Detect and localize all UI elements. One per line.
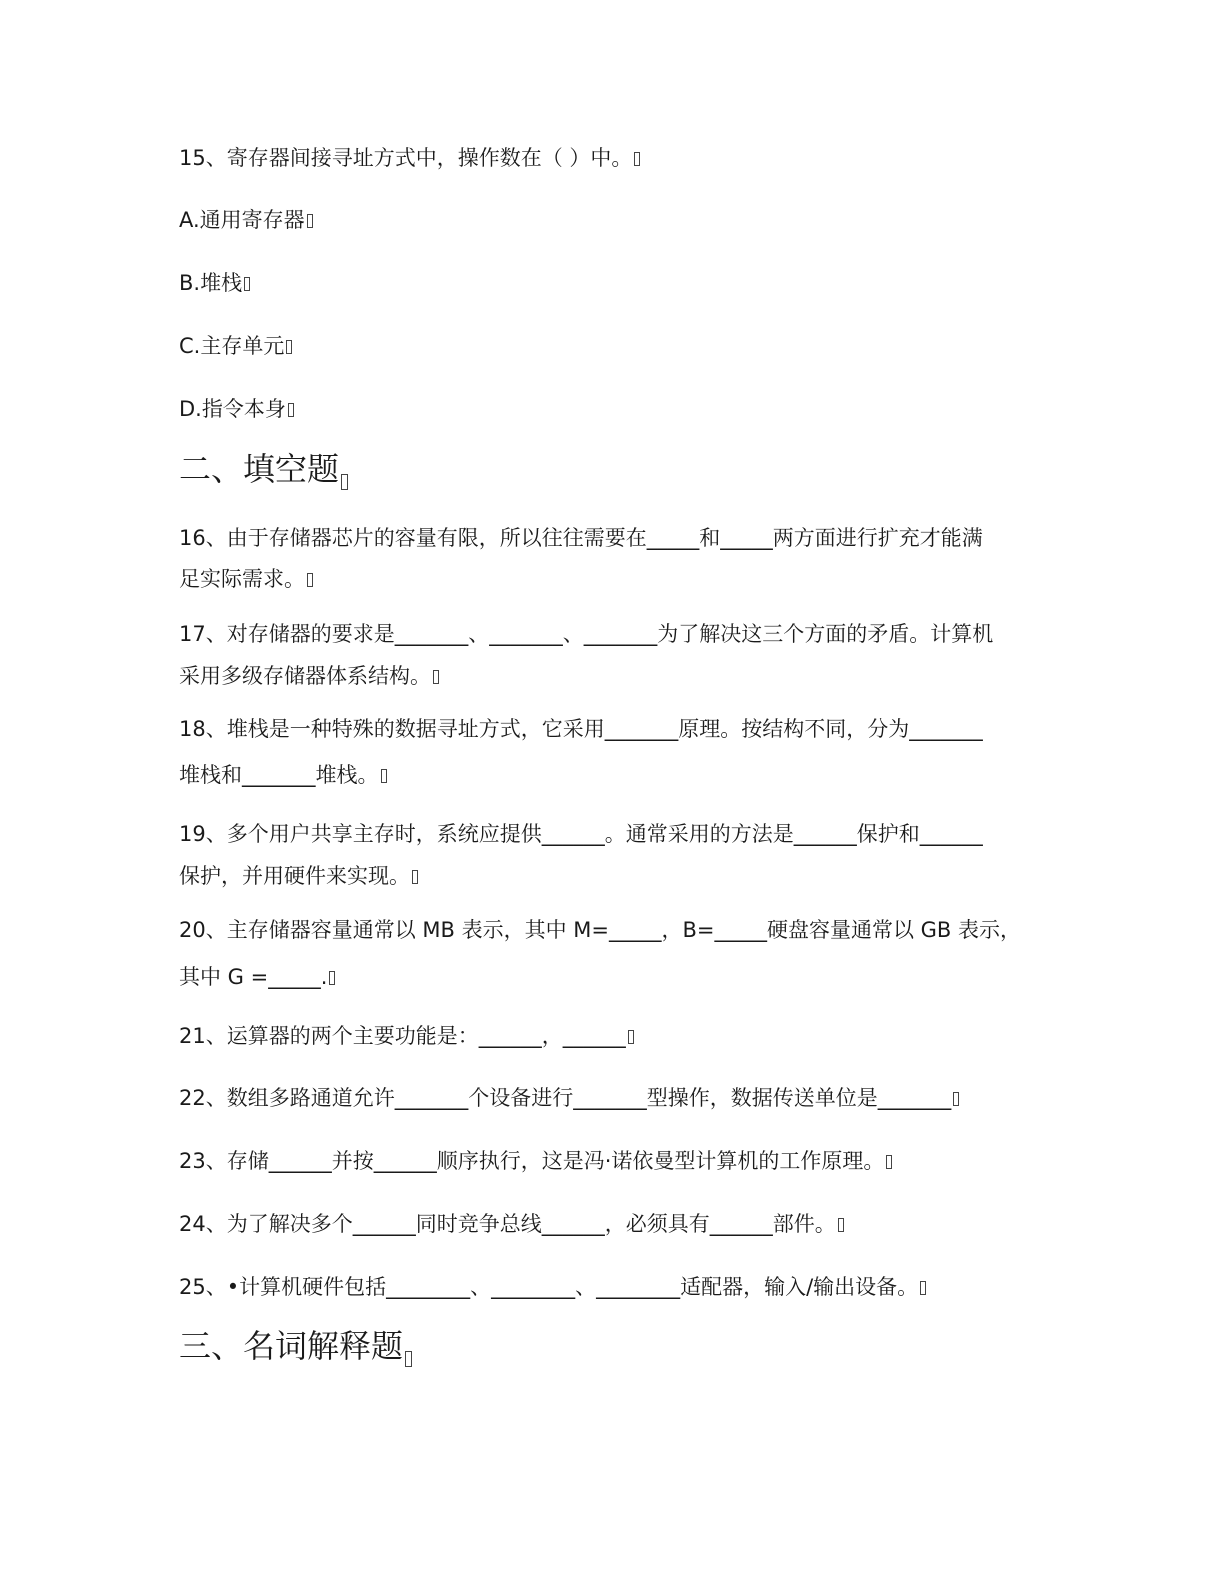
- paragraph-mark-icon: [307, 573, 313, 587]
- option-c: [179, 332, 292, 360]
- question-15-text: 15、寄存器间接寻址方式中，操作数在（ ）中。: [179, 146, 633, 170]
- question-21-text: 21、运算器的两个主要功能是：______，______: [179, 1024, 626, 1048]
- question-24-text: 24、为了解决多个______同时竞争总线______，必须具有______部件。: [179, 1212, 836, 1236]
- question-20-line-2: [179, 963, 335, 991]
- paragraph-mark-icon: [634, 152, 640, 166]
- option-a-text: A.通用寄存器: [179, 208, 305, 232]
- option-b: [179, 269, 250, 297]
- question-16-line-2: [179, 565, 313, 593]
- question-20-text: 20、主存储器容量通常以 MB 表示，其中 M=_____，B=_____硬盘容量通常以 GB 表示，: [179, 918, 1022, 942]
- option-d: [179, 395, 294, 423]
- question-17-text-cont: 采用多级存储器体系结构。: [179, 664, 431, 688]
- paragraph-mark-icon: [628, 1030, 634, 1044]
- question-20-line-1: [179, 916, 1021, 944]
- paragraph-mark-icon: [953, 1092, 959, 1106]
- question-18-text: 18、堆栈是一种特殊的数据寻址方式，它采用_______原理。按结构不同，分为_______: [179, 717, 983, 741]
- question-19-text: 19、多个用户共享主存时，系统应提供______。通常采用的方法是______保护和______: [179, 822, 983, 846]
- section-title: 三、名词解释题: [179, 1327, 404, 1365]
- paragraph-mark-icon: [405, 1351, 412, 1367]
- question-17-line-1: [179, 620, 993, 648]
- paragraph-mark-icon: [920, 1281, 926, 1295]
- option-a: [179, 206, 313, 234]
- section-title: 二、填空题: [179, 450, 340, 488]
- option-b-text: B.堆栈: [179, 271, 243, 295]
- paragraph-mark-icon: [288, 403, 294, 417]
- question-22: [179, 1084, 959, 1112]
- paragraph-mark-icon: [244, 277, 250, 291]
- question-23-text: 23、存储______并按______顺序执行，这是冯·诺依曼型计算机的工作原理。: [179, 1149, 885, 1173]
- question-23: [179, 1147, 892, 1175]
- question-16-text-cont: 足实际需求。: [179, 567, 305, 591]
- question-17-text: 17、对存储器的要求是_______、_______、_______为了解决这三个方面的矛盾。计算机: [179, 622, 994, 646]
- question-19-line-2: [179, 862, 418, 890]
- paragraph-mark-icon: [286, 340, 292, 354]
- question-17-line-2: [179, 662, 439, 690]
- option-d-text: D.指令本身: [179, 397, 286, 421]
- question-24: [179, 1210, 844, 1238]
- option-c-text: C.主存单元: [179, 334, 285, 358]
- paragraph-mark-icon: [838, 1218, 844, 1232]
- paragraph-mark-icon: [307, 214, 313, 228]
- paragraph-mark-icon: [412, 870, 418, 884]
- question-16-text: 16、由于存储器芯片的容量有限，所以往往需要在_____和_____两方面进行扩充才能满: [179, 526, 983, 550]
- question-16-line-1: [179, 524, 983, 552]
- question-25-text: 25、•计算机硬件包括________、________、________适配器，输入/输出设备。: [179, 1275, 919, 1299]
- question-18-line-2: [179, 761, 387, 789]
- question-18-text-cont: 堆栈和_______堆栈。: [179, 763, 379, 787]
- question-21: [179, 1022, 634, 1050]
- paragraph-mark-icon: [329, 971, 335, 985]
- question-25: [179, 1273, 926, 1301]
- question-15: [179, 144, 640, 172]
- paragraph-mark-icon: [341, 474, 348, 490]
- paragraph-mark-icon: [433, 670, 439, 684]
- question-18-line-1: [179, 715, 983, 743]
- paragraph-mark-icon: [381, 769, 387, 783]
- section-heading-fill-blank: [179, 449, 348, 490]
- section-heading-term-explanation: [179, 1326, 412, 1367]
- paragraph-mark-icon: [886, 1155, 892, 1169]
- question-19-line-1: [179, 820, 983, 848]
- question-19-text-cont: 保护，并用硬件来实现。: [179, 864, 410, 888]
- question-22-text: 22、数组多路通道允许_______个设备进行_______型操作，数据传送单位是_______: [179, 1086, 952, 1110]
- question-20-text-cont: 其中 G =_____.: [179, 965, 328, 989]
